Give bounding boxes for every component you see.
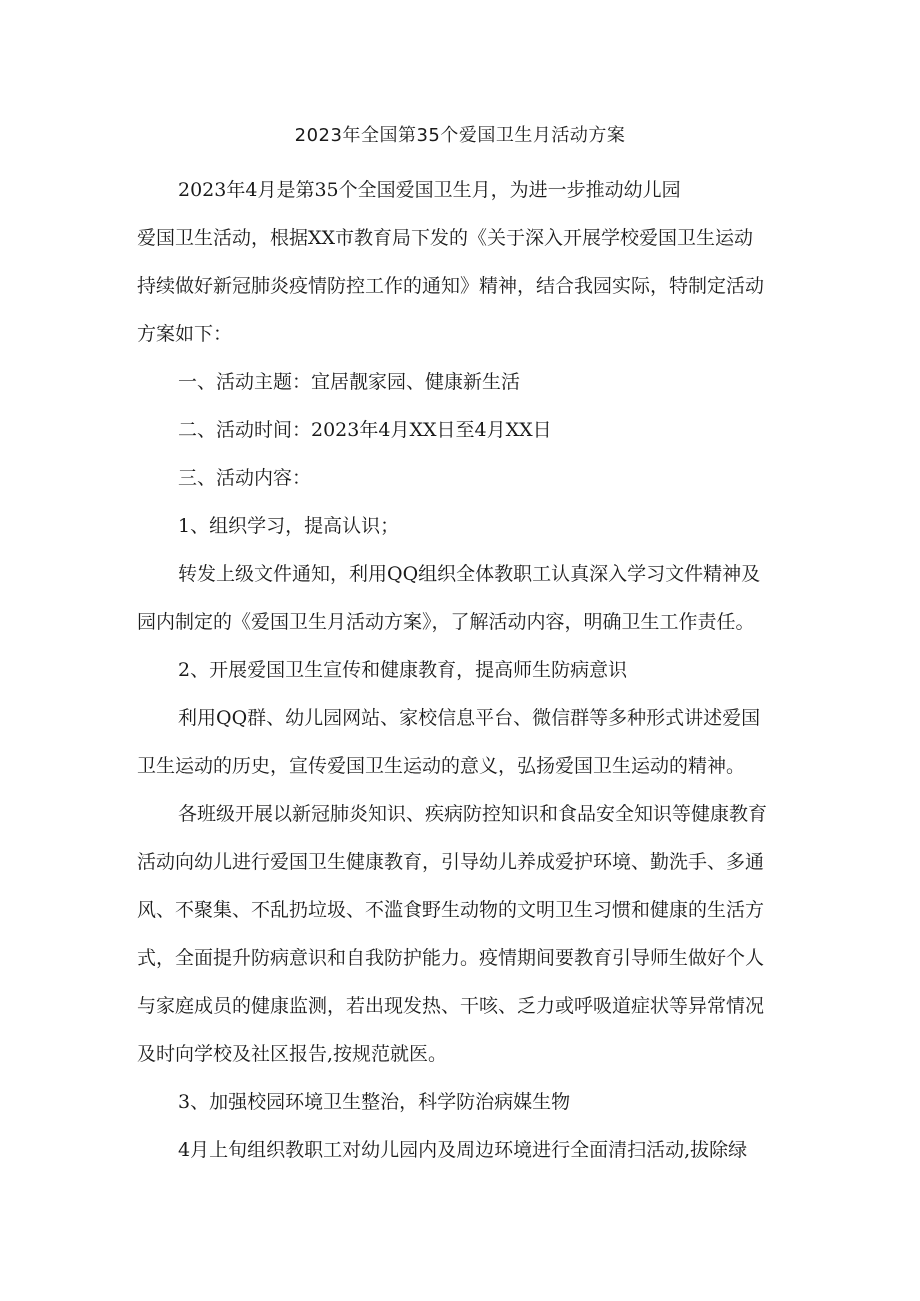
body-line: 爱国卫生活动，根据XX市教育局下发的《关于深入开展学校爱国卫生运动 <box>137 227 754 249</box>
body-line: 活动向幼儿进行爱国卫生健康教育，引导幼儿养成爱护环境、勤洗手、多通 <box>137 851 765 873</box>
body-line: 卫生运动的历史，宣传爱国卫生运动的意义，弘扬爱国卫生运动的精神。 <box>137 755 746 777</box>
body-line: 2、开展爱国卫生宣传和健康教育，提高师生防病意识 <box>178 659 628 681</box>
body-line: 三、活动内容： <box>178 467 312 489</box>
body-line: 二、活动时间：2023年4月XX日至4月XX日 <box>178 419 552 441</box>
body-line: 3、加强校园环境卫生整治，科学防治病媒生物 <box>178 1091 571 1113</box>
body-line: 方案如下： <box>137 323 233 345</box>
document-title: 2023年全国第35个爱国卫生月活动方案 <box>294 125 626 146</box>
document-body <box>137 166 797 1174</box>
body-line: 与家庭成员的健康监测，若出现发热、干咳、乏力或呼吸道症状等异常情况 <box>137 995 765 1017</box>
body-line: 1、组织学习，提高认识； <box>178 515 400 537</box>
body-line: 利用QQ群、幼儿园网站、家校信息平台、微信群等多种形式讲述爱国 <box>178 707 761 729</box>
body-line: 及时向学校及社区报告,按规范就医。 <box>137 1043 448 1065</box>
body-line: 持续做好新冠肺炎疫情防控工作的通知》精神，结合我园实际，特制定活动 <box>137 275 765 297</box>
body-line: 各班级开展以新冠肺炎知识、疾病防控知识和食品安全知识等健康教育 <box>178 803 768 825</box>
body-line: 转发上级文件通知，利用QQ组织全体教职工认真深入学习文件精神及 <box>178 563 761 585</box>
body-line: 风、不聚集、不乱扔垃圾、不滥食野生动物的文明卫生习惯和健康的生活方 <box>137 899 765 921</box>
body-line: 一、活动主题：宜居靓家园、健康新生活 <box>178 371 521 393</box>
body-line: 式，全面提升防病意识和自我防护能力。疫情期间要教育引导师生做好个人 <box>137 947 765 969</box>
body-line: 2023年4月是第35个全国爱国卫生月，为进一步推动幼儿园 <box>178 179 681 201</box>
body-line: 园内制定的《爱国卫生月活动方案》，了解活动内容，明确卫生工作责任。 <box>137 611 755 633</box>
body-line: 4月上旬组织教职工对幼儿园内及周边环境进行全面清扫活动,拔除绿 <box>178 1139 748 1161</box>
